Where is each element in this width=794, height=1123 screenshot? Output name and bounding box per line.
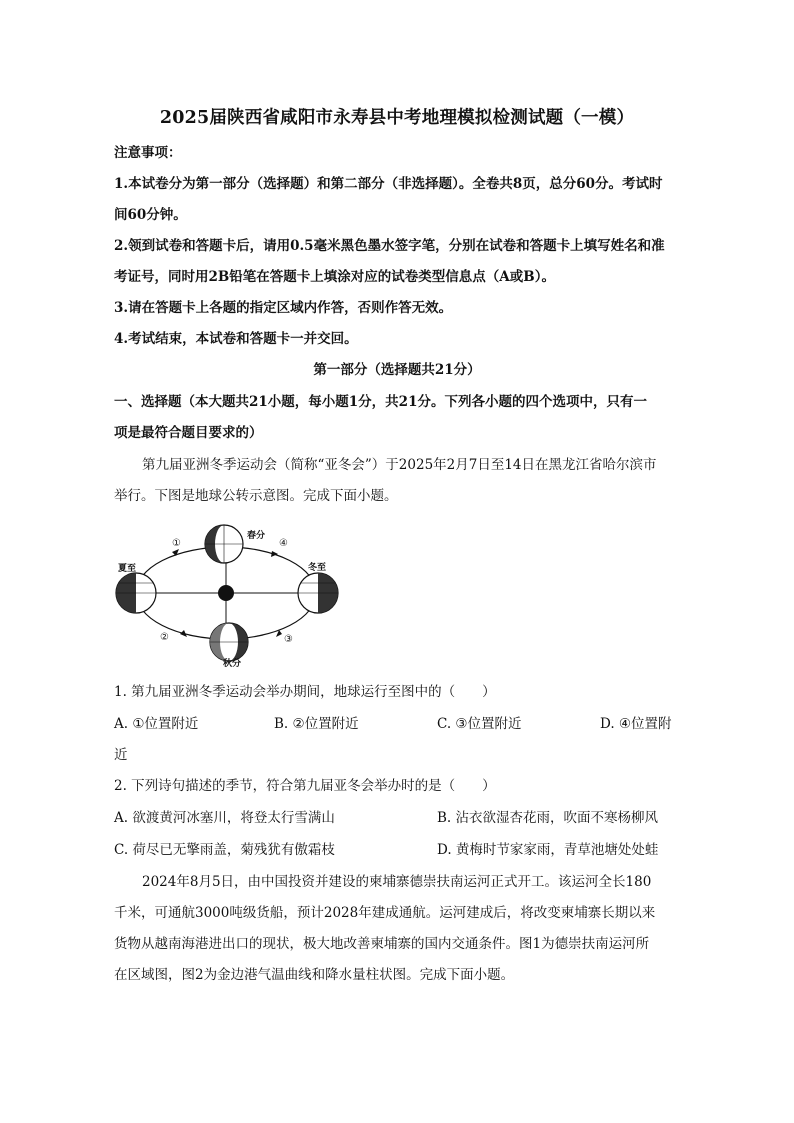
option-d-continued: 近 [114, 747, 128, 763]
section-heading: 一、选择题（本大题共21小题，每小题1分，共21分。下列各小题的四个选项中，只有一 [114, 394, 647, 410]
notice-item: 2.领到试卷和答题卡后，请用0.5毫米黑色墨水签字笔，分别在试卷和答题卡上填写姓名和准 [114, 238, 665, 254]
notice-item: 间60分钟。 [114, 207, 187, 223]
notice-item: 3.请在答题卡上各题的指定区域内作答，否则作答无效。 [114, 300, 453, 316]
notice-heading: 注意事项： [114, 145, 182, 161]
option-c: C. ③位置附近 [437, 716, 522, 732]
notice-item: 4.考试结束，本试卷和答题卡一并交回。 [114, 331, 358, 347]
option-b: B. ②位置附近 [274, 716, 359, 732]
passage-line: 千米，可通航3000吨级货船，预计2028年建成通航。运河建成后，将改变柬埔寨长期以来 [114, 905, 656, 921]
page-title: 2025届陕西省咸阳市永寿县中考地理模拟检测试题（一模） [159, 108, 635, 128]
passage-line: 第九届亚洲冬季运动会（简称“亚冬会”）于2025年2月7日至14日在黑龙江省哈尔滨市 [142, 457, 657, 473]
orbit-arrow-icon [180, 630, 187, 637]
option-c: C. 荷尽已无擎雨盖，菊残犹有傲霜枝 [114, 842, 335, 858]
position-number-4: ④ [279, 538, 288, 549]
option-d: D. ④位置附 [600, 716, 672, 732]
earth-revolution-diagram [112, 520, 347, 668]
globe-icon [205, 525, 243, 563]
label-spring: 春分 [247, 531, 266, 541]
globe-icon [298, 573, 338, 613]
option-a: A. ①位置附近 [114, 716, 199, 732]
notice-item: 考证号，同时用2B铅笔在答题卡上填涂对应的试卷类型信息点（A或B）。 [114, 269, 555, 285]
label-summer: 夏至 [118, 564, 137, 574]
sun-icon [218, 585, 234, 601]
position-number-2: ② [160, 632, 169, 643]
option-b: B. 沾衣欲湿杏花雨，吹面不寒杨柳风 [437, 810, 659, 826]
question-stem: 1. 第九届亚洲冬季运动会举办期间，地球运行至图中的（ ） [114, 684, 496, 700]
passage-line: 2024年8月5日，由中国投资并建设的柬埔寨德崇扶南运河正式开工。该运河全长180 [142, 874, 652, 890]
section-heading: 项是最符合题目要求的） [114, 425, 263, 441]
passage-line: 在区域图，图2为金边港气温曲线和降水量柱状图。完成下面小题。 [114, 967, 515, 983]
position-number-3: ③ [284, 634, 293, 645]
notice-item: 1.本试卷分为第一部分（选择题）和第二部分（非选择题）。全卷共8页，总分60分。考试时 [114, 176, 663, 192]
option-a: A. 欲渡黄河冰塞川，将登太行雪满山 [114, 810, 335, 826]
globe-icon [210, 623, 248, 661]
part-heading: 第一部分（选择题共21分） [313, 362, 481, 378]
option-d: D. 黄梅时节家家雨，青草池塘处处蛙 [437, 842, 659, 858]
globe-icon [116, 573, 156, 613]
orbit-arrow-icon [172, 549, 179, 556]
passage-line: 举行。下图是地球公转示意图。完成下面小题。 [114, 488, 398, 504]
passage-line: 货物从越南海港进出口的现状，极大地改善柬埔寨的国内交通条件。图1为德崇扶南运河所 [114, 936, 650, 952]
label-winter: 冬至 [308, 563, 327, 573]
question-stem: 2. 下列诗句描述的季节，符合第九届亚冬会举办时的是（ ） [114, 778, 496, 794]
position-number-1: ① [172, 538, 181, 549]
label-autumn: 秋分 [223, 659, 242, 668]
orbit-arrow-icon [271, 551, 278, 557]
